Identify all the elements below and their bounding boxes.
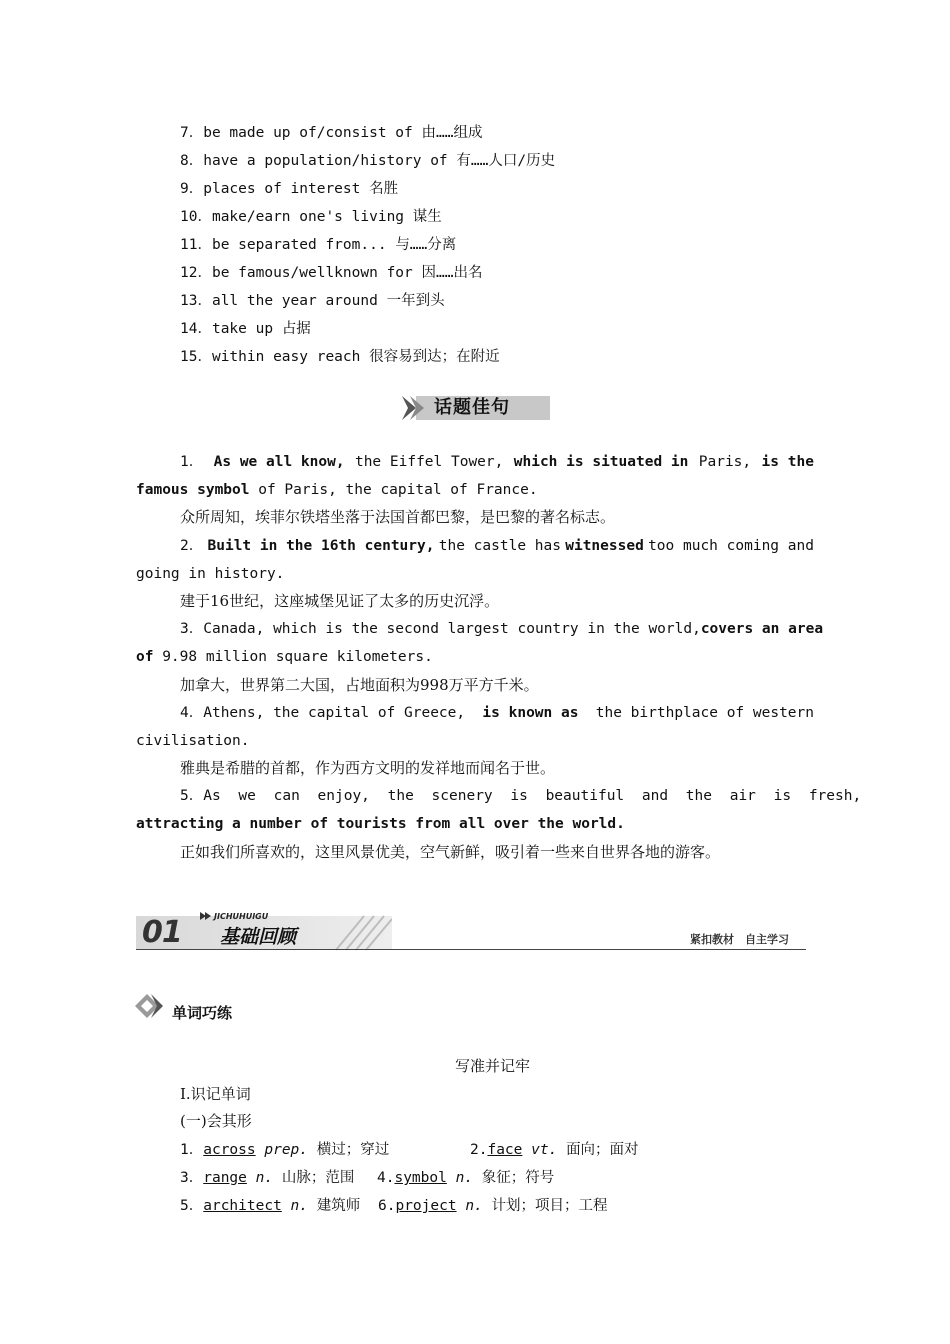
banner-number: 01 [142,915,182,950]
vocab-group-1: (一)会其形 [180,1112,252,1130]
phrase-item: 10．make/earn one's living 谋生 [180,209,442,225]
sentence-5-line2: attracting a number of tourists from all over the world. [136,816,625,832]
sentence-4-translation: 雅典是希腊的首都，作为西方文明的发祥地而闻名于世。 [180,759,556,777]
vocab-item: 4.symbol n. 象征；符号 [377,1170,555,1186]
sentence-5-translation: 正如我们所喜欢的，这里风景优美，空气新鲜，吸引着一些来自世界各地的游客。 [180,843,721,861]
sentence-1-line2: famous symbol of Paris, the capital of France. [136,482,538,498]
phrase-item: 9．places of interest 名胜 [180,181,399,197]
topic-header-title: 话题佳句 [434,397,510,418]
phrase-item: 7．be made up of/consist of 由……组成 [180,125,483,141]
vocab-heading: 单词巧练 [172,1004,233,1022]
sentence-2-line2: going in history. [136,566,285,582]
banner-title: 基础回顾 [220,926,297,948]
vocab-item: 5．architect n. 建筑师 [180,1198,361,1214]
phrase-item: 14．take up 占据 [180,321,311,337]
phrase-item: 12．be famous/wellknown for 因……出名 [180,265,483,281]
diamond-bullet-icon [135,992,163,1020]
sentence-4-line2: civilisation. [136,733,250,749]
sentence-2-line1: 2． Built in the 16th century, the castle has witnessed too much coming and [180,538,814,554]
sentence-3-translation: 加拿大，世界第二大国，占地面积为998万平方千米。 [180,676,539,694]
phrase-item: 15．within easy reach 很容易到达；在附近 [180,349,500,365]
banner-divider [136,949,806,950]
phrase-item: 13．all the year around 一年到头 [180,293,445,309]
section-banner [136,912,392,952]
sentence-1-translation: 众所周知，埃菲尔铁塔坐落于法国首都巴黎，是巴黎的著名标志。 [180,508,616,526]
sentence-1-line1: 1． As we all know, the Eiffel Tower, which is situated in Paris, is the [180,454,814,470]
sentence-2-translation: 建于16世纪，这座城堡见证了太多的历史沉浮。 [180,592,500,610]
banner-subtitle: 紧扣教材 自主学习 [690,933,789,946]
vocab-part-1: Ⅰ.识记单词 [180,1085,251,1103]
vocab-item: 1．across prep. 横过；穿过 [180,1142,390,1158]
vocab-item: 2.face vt. 面向；面对 [470,1142,639,1158]
sentence-4-line1: 4．Athens, the capital of Greece, is known as the birthplace of western [180,705,814,721]
banner-pinyin: JICHUHUIGU [214,912,269,921]
topic-section-header [402,394,550,422]
vocab-item: 3．range n. 山脉；范围 [180,1170,355,1186]
vocab-item: 6.project n. 计划；项目；工程 [378,1198,608,1214]
phrase-item: 8．have a population/history of 有……人口/历史 [180,153,556,169]
sentence-3-line2: of 9.98 million square kilometers. [136,649,433,665]
sentence-3-line1: 3．Canada, which is the second largest country in the world, covers an area [180,621,824,637]
sentence-5-line1: 5．As we can enjoy, the scenery is beautiful and the air is fresh, [180,788,862,804]
phrase-item: 11．be separated from... 与……分离 [180,237,457,253]
vocab-subtitle: 写准并记牢 [455,1057,531,1075]
